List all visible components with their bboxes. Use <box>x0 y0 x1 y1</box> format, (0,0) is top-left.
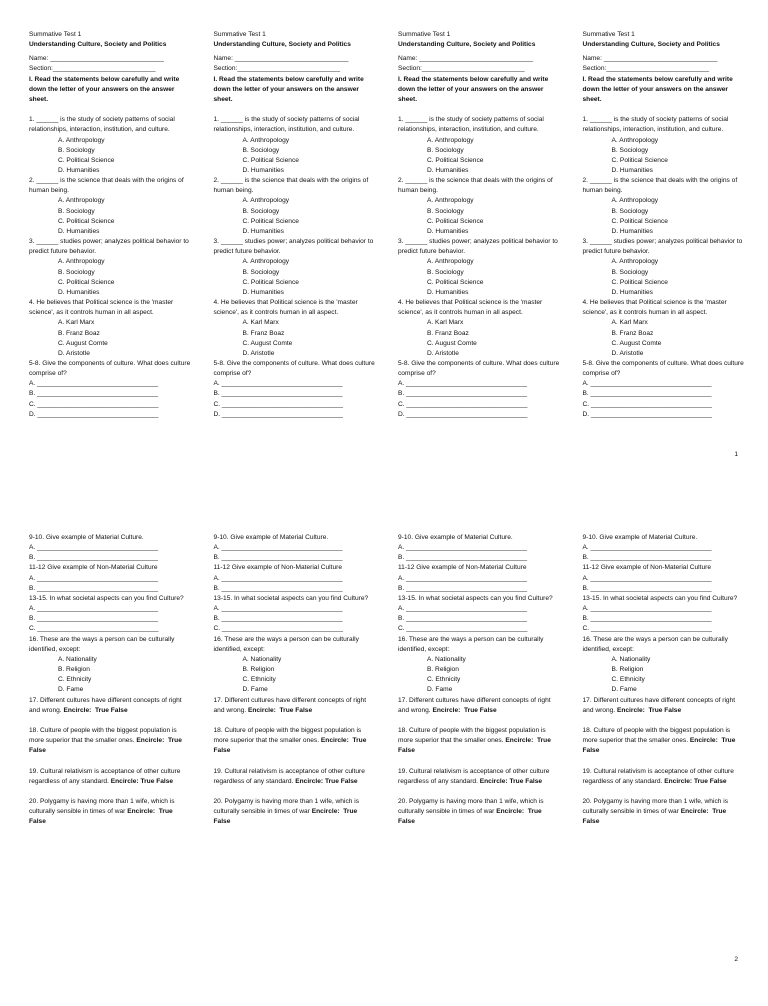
test-column <box>583 533 745 827</box>
question-4: 4. He believes that Political science is the 'master science', as it controls human in all aspect. <box>582 299 727 317</box>
instruction: I. Read the statements below carefully and write down the letter of your answers on the answer sheet. <box>398 75 549 103</box>
option: C. Political Science <box>427 156 484 164</box>
question-2: 2. ______ is the science that deals with the origins of human being. <box>398 177 553 195</box>
option: C. Political Science <box>58 156 115 164</box>
test-label: Summative Test 1 <box>582 31 635 38</box>
question-11-12: 11-12 Give example of Non-Material Culture <box>29 564 158 572</box>
option: B. Religion <box>242 666 275 674</box>
option: B. Religion <box>611 666 644 674</box>
option: C. Political Science <box>611 217 668 225</box>
option: D. Humanities <box>611 227 653 235</box>
question-5-8: 5-8. Give the components of culture. What does culture comprise of? <box>29 359 191 378</box>
question-19: 19. Cultural relativism is acceptance of other culture regardless of any standard. Encircle: True False <box>213 767 365 785</box>
option: C. August Comte <box>242 339 293 347</box>
option: B. Sociology <box>242 268 280 276</box>
option: B. Franz Boaz <box>611 329 654 337</box>
section-field: Section:____________________________ <box>582 65 710 73</box>
test-column <box>398 30 560 420</box>
question-13-15: 13-15. In what societal aspects can you find Culture? <box>213 594 369 602</box>
answer-blank: B. _________________________________ <box>582 390 712 398</box>
option: D. Humanities <box>611 288 653 296</box>
question-13-15: 13-15. In what societal aspects can you find Culture? <box>398 594 553 602</box>
answer-blank: A. _________________________________ <box>398 605 528 613</box>
option: B. Sociology <box>427 207 464 215</box>
option: C. Political Science <box>242 217 299 225</box>
answer-blank: B. _________________________________ <box>398 584 528 592</box>
name-field: Name: _______________________________ <box>213 55 349 63</box>
answer-blank: A. _________________________________ <box>213 605 343 613</box>
option: C. Ethnicity <box>611 676 645 684</box>
question-9-10: 9-10. Give example of Material Culture. <box>213 534 329 541</box>
option: B. Sociology <box>611 146 649 154</box>
option: D. Humanities <box>58 227 100 235</box>
option: D. Fame <box>611 686 637 694</box>
answer-blank: D. _________________________________ <box>398 410 528 418</box>
option: A. Anthropology <box>58 136 105 144</box>
question-11-12: 11-12 Give example of Non-Material Culture <box>213 564 343 572</box>
answer-blank: A. _________________________________ <box>398 380 528 388</box>
option: A. Nationality <box>242 655 282 663</box>
subject-title: Understanding Culture, Society and Politics <box>29 41 167 49</box>
question-9-10: 9-10. Give example of Material Culture. <box>398 534 513 541</box>
instruction: I. Read the statements below carefully and write down the letter of your answers on the answer sheet. <box>213 75 364 103</box>
answer-blank: A. _________________________________ <box>398 544 528 552</box>
option: B. Franz Boaz <box>58 329 100 337</box>
option: D. Aristotle <box>242 349 275 357</box>
subject-title: Understanding Culture, Society and Politics <box>398 41 536 49</box>
test-column <box>29 533 191 827</box>
name-field: Name: _______________________________ <box>582 55 718 63</box>
test-label: Summative Test 1 <box>29 31 82 38</box>
option: B. Sociology <box>58 207 95 215</box>
option: D. Fame <box>242 686 268 694</box>
option: D. Humanities <box>242 227 284 235</box>
question-5-8: 5-8. Give the components of culture. What does culture comprise of? <box>582 359 744 378</box>
section-field: Section:____________________________ <box>398 65 525 73</box>
option: A. Anthropology <box>427 258 474 266</box>
question-1: 1. ______ is the study of society patterns of social relationships, interaction, institution, and culture. <box>29 116 175 134</box>
question-11-12: 11-12 Give example of Non-Material Culture <box>398 564 527 572</box>
answer-blank: B. _________________________________ <box>29 390 159 398</box>
section-field: Section:____________________________ <box>213 65 341 73</box>
option: C. Political Science <box>611 278 668 286</box>
question-1: 1. ______ is the study of society patterns of social relationships, interaction, institution, and culture. <box>398 116 544 134</box>
option: A. Nationality <box>611 655 651 663</box>
question-11-12: 11-12 Give example of Non-Material Culture <box>582 564 712 572</box>
option: A. Anthropology <box>611 136 659 144</box>
option: D. Humanities <box>427 227 469 235</box>
question-19: 19. Cultural relativism is acceptance of other culture regardless of any standard. Encircle: True False <box>398 767 550 785</box>
option: D. Humanities <box>611 167 653 175</box>
question-4: 4. He believes that Political science is the 'master science', as it controls human in all aspect. <box>29 299 174 317</box>
answer-blank: D. _________________________________ <box>29 410 159 418</box>
option: C. Political Science <box>427 278 484 286</box>
question-17: 17. Different cultures have different concepts of right and wrong. Encircle: True False <box>398 696 551 714</box>
subject-title: Understanding Culture, Society and Politics <box>213 41 351 49</box>
instruction: I. Read the statements below carefully and write down the letter of your answers on the answer sheet. <box>29 75 180 103</box>
option: A. Anthropology <box>242 197 290 205</box>
option: B. Sociology <box>58 268 95 276</box>
page-1-columns <box>29 30 745 470</box>
answer-blank: A. _________________________________ <box>213 380 343 388</box>
option: D. Humanities <box>58 288 100 296</box>
option: A. Anthropology <box>427 136 474 144</box>
option: C. August Comte <box>427 339 477 347</box>
answer-blank: C. _________________________________ <box>213 400 343 408</box>
question-16: 16. These are the ways a person can be culturally identified, except: <box>398 635 544 653</box>
question-16: 16. These are the ways a person can be culturally identified, except: <box>582 635 728 653</box>
question-20: 20. Polygamy is having more than 1 wife, which is culturally sensible in times of war Encircle: True False <box>213 798 359 826</box>
option: D. Aristotle <box>58 349 90 357</box>
name-field: Name: _______________________________ <box>29 55 164 63</box>
question-2: 2. ______ is the science that deals with the origins of human being. <box>29 177 184 195</box>
question-20: 20. Polygamy is having more than 1 wife, which is culturally sensible in times of war Encircle: True False <box>582 798 728 826</box>
test-column <box>214 30 376 420</box>
answer-blank: C. _________________________________ <box>582 400 712 408</box>
option: A. Karl Marx <box>611 319 648 327</box>
question-9-10: 9-10. Give example of Material Culture. <box>29 534 144 541</box>
option: C. Political Science <box>427 217 484 225</box>
option: C. Political Science <box>242 278 299 286</box>
answer-blank: D. _________________________________ <box>582 410 712 418</box>
answer-blank: A. _________________________________ <box>582 574 712 582</box>
question-3: 3. ______ studies power; analyzes political behavior to predict future behavior. <box>398 238 558 256</box>
option: D. Aristotle <box>611 349 644 357</box>
question-2: 2. ______ is the science that deals with the origins of human being. <box>213 177 369 195</box>
option: B. Religion <box>58 666 90 674</box>
answer-blank: B. _________________________________ <box>582 554 712 562</box>
answer-blank: A. _________________________________ <box>213 574 343 582</box>
option: A. Anthropology <box>242 258 290 266</box>
option: B. Sociology <box>427 146 464 154</box>
option: C. Ethnicity <box>427 676 461 684</box>
answer-blank: C. _________________________________ <box>398 625 528 633</box>
option: A. Karl Marx <box>427 319 464 327</box>
page-number: 1 <box>734 451 738 458</box>
question-1: 1. ______ is the study of society patterns of social relationships, interaction, institution, and culture. <box>213 116 360 134</box>
answer-blank: A. _________________________________ <box>29 605 159 613</box>
option: A. Karl Marx <box>58 319 95 327</box>
question-17: 17. Different cultures have different concepts of right and wrong. Encircle: True False <box>213 696 367 714</box>
question-20: 20. Polygamy is having more than 1 wife, which is culturally sensible in times of war Encircle: True False <box>29 798 175 826</box>
question-19: 19. Cultural relativism is acceptance of other culture regardless of any standard. Encircle: True False <box>582 767 734 785</box>
option: B. Sociology <box>58 146 95 154</box>
answer-blank: A. _________________________________ <box>213 544 343 552</box>
answer-blank: C. _________________________________ <box>29 625 159 633</box>
test-column <box>214 533 376 827</box>
test-column <box>29 30 191 420</box>
answer-blank: B. _________________________________ <box>213 615 343 623</box>
question-18: 18. Culture of people with the biggest population is more superior that the smaller ones. Encircle: True False <box>213 726 367 755</box>
question-4: 4. He believes that Political science is the 'master science', as it controls human in all aspect. <box>213 299 358 317</box>
option: B. Franz Boaz <box>242 329 285 337</box>
instruction: I. Read the statements below carefully and write down the letter of your answers on the answer sheet. <box>582 75 733 103</box>
option: A. Nationality <box>427 655 466 663</box>
answer-blank: A. _________________________________ <box>29 380 159 388</box>
page-2-columns <box>29 533 745 973</box>
question-4: 4. He believes that Political science is the 'master science', as it controls human in all aspect. <box>398 299 543 317</box>
answer-blank: B. _________________________________ <box>213 584 343 592</box>
answer-blank: B. _________________________________ <box>398 390 528 398</box>
option: A. Anthropology <box>242 136 290 144</box>
option: D. Fame <box>427 686 453 694</box>
answer-blank: D. _________________________________ <box>213 410 343 418</box>
option: C. Political Science <box>58 217 115 225</box>
answer-blank: A. _________________________________ <box>29 574 159 582</box>
option: B. Sociology <box>611 268 649 276</box>
question-17: 17. Different cultures have different concepts of right and wrong. Encircle: True False <box>29 696 182 714</box>
subject-title: Understanding Culture, Society and Politics <box>582 41 720 49</box>
option: B. Sociology <box>611 207 649 215</box>
answer-blank: B. _________________________________ <box>398 615 528 623</box>
answer-blank: C. _________________________________ <box>29 400 159 408</box>
answer-blank: A. _________________________________ <box>398 574 528 582</box>
question-9-10: 9-10. Give example of Material Culture. <box>582 534 698 541</box>
option: B. Sociology <box>242 146 280 154</box>
answer-blank: C. _________________________________ <box>582 625 712 633</box>
option: C. Political Science <box>242 156 299 164</box>
answer-blank: B. _________________________________ <box>582 584 712 592</box>
answer-blank: B. _________________________________ <box>29 615 159 623</box>
option: B. Franz Boaz <box>427 329 469 337</box>
option: A. Anthropology <box>58 258 105 266</box>
answer-blank: A. _________________________________ <box>582 544 712 552</box>
question-3: 3. ______ studies power; analyzes political behavior to predict future behavior. <box>582 238 743 256</box>
answer-blank: B. _________________________________ <box>398 554 528 562</box>
answer-blank: A. _________________________________ <box>582 605 712 613</box>
option: A. Karl Marx <box>242 319 279 327</box>
question-5-8: 5-8. Give the components of culture. What does culture comprise of? <box>398 359 560 378</box>
option: B. Sociology <box>242 207 280 215</box>
answer-blank: B. _________________________________ <box>213 554 343 562</box>
option: D. Humanities <box>58 167 100 175</box>
section-field: Section:____________________________ <box>29 65 156 73</box>
option: C. Political Science <box>611 156 668 164</box>
question-19: 19. Cultural relativism is acceptance of other culture regardless of any standard. Encircle: True False <box>29 767 181 785</box>
option: C. August Comte <box>58 339 108 347</box>
name-field: Name: _______________________________ <box>398 55 533 63</box>
option: A. Anthropology <box>611 197 659 205</box>
test-label: Summative Test 1 <box>213 31 266 38</box>
answer-blank: B. _________________________________ <box>582 615 712 623</box>
option: D. Fame <box>58 686 84 694</box>
question-18: 18. Culture of people with the biggest population is more superior that the smaller ones. Encircle: True False <box>398 726 551 755</box>
question-3: 3. ______ studies power; analyzes political behavior to predict future behavior. <box>213 238 374 256</box>
question-1: 1. ______ is the study of society patterns of social relationships, interaction, institution, and culture. <box>582 116 729 134</box>
question-18: 18. Culture of people with the biggest population is more superior that the smaller ones. Encircle: True False <box>29 726 182 755</box>
question-2: 2. ______ is the science that deals with the origins of human being. <box>582 177 738 195</box>
answer-blank: B. _________________________________ <box>213 390 343 398</box>
answer-blank: C. _________________________________ <box>213 625 343 633</box>
question-20: 20. Polygamy is having more than 1 wife, which is culturally sensible in times of war Encircle: True False <box>398 798 544 826</box>
question-16: 16. These are the ways a person can be culturally identified, except: <box>29 635 175 653</box>
answer-blank: A. _________________________________ <box>29 544 159 552</box>
question-18: 18. Culture of people with the biggest population is more superior that the smaller ones. Encircle: True False <box>582 726 736 755</box>
question-17: 17. Different cultures have different concepts of right and wrong. Encircle: True False <box>582 696 736 714</box>
option: D. Aristotle <box>427 349 459 357</box>
option: D. Humanities <box>242 167 284 175</box>
option: D. Humanities <box>427 167 469 175</box>
option: C. Political Science <box>58 278 115 286</box>
answer-blank: B. _________________________________ <box>29 584 159 592</box>
test-column <box>398 533 560 827</box>
test-column <box>583 30 745 420</box>
option: C. Ethnicity <box>58 676 92 684</box>
question-13-15: 13-15. In what societal aspects can you find Culture? <box>582 594 738 602</box>
question-13-15: 13-15. In what societal aspects can you find Culture? <box>29 594 184 602</box>
option: C. Ethnicity <box>242 676 276 684</box>
option: A. Anthropology <box>427 197 474 205</box>
option: B. Religion <box>427 666 459 674</box>
option: A. Anthropology <box>611 258 659 266</box>
question-3: 3. ______ studies power; analyzes political behavior to predict future behavior. <box>29 238 189 256</box>
answer-blank: B. _________________________________ <box>29 554 159 562</box>
question-5-8: 5-8. Give the components of culture. What does culture comprise of? <box>213 359 375 378</box>
page-2 <box>0 503 768 1006</box>
option: B. Sociology <box>427 268 464 276</box>
option: D. Humanities <box>242 288 284 296</box>
question-16: 16. These are the ways a person can be culturally identified, except: <box>213 635 359 653</box>
option: A. Nationality <box>58 655 97 663</box>
answer-blank: A. _________________________________ <box>582 380 712 388</box>
test-label: Summative Test 1 <box>398 31 451 38</box>
option: D. Humanities <box>427 288 469 296</box>
option: C. August Comte <box>611 339 662 347</box>
option: A. Anthropology <box>58 197 105 205</box>
page-number: 2 <box>734 956 738 963</box>
answer-blank: C. _________________________________ <box>398 400 528 408</box>
